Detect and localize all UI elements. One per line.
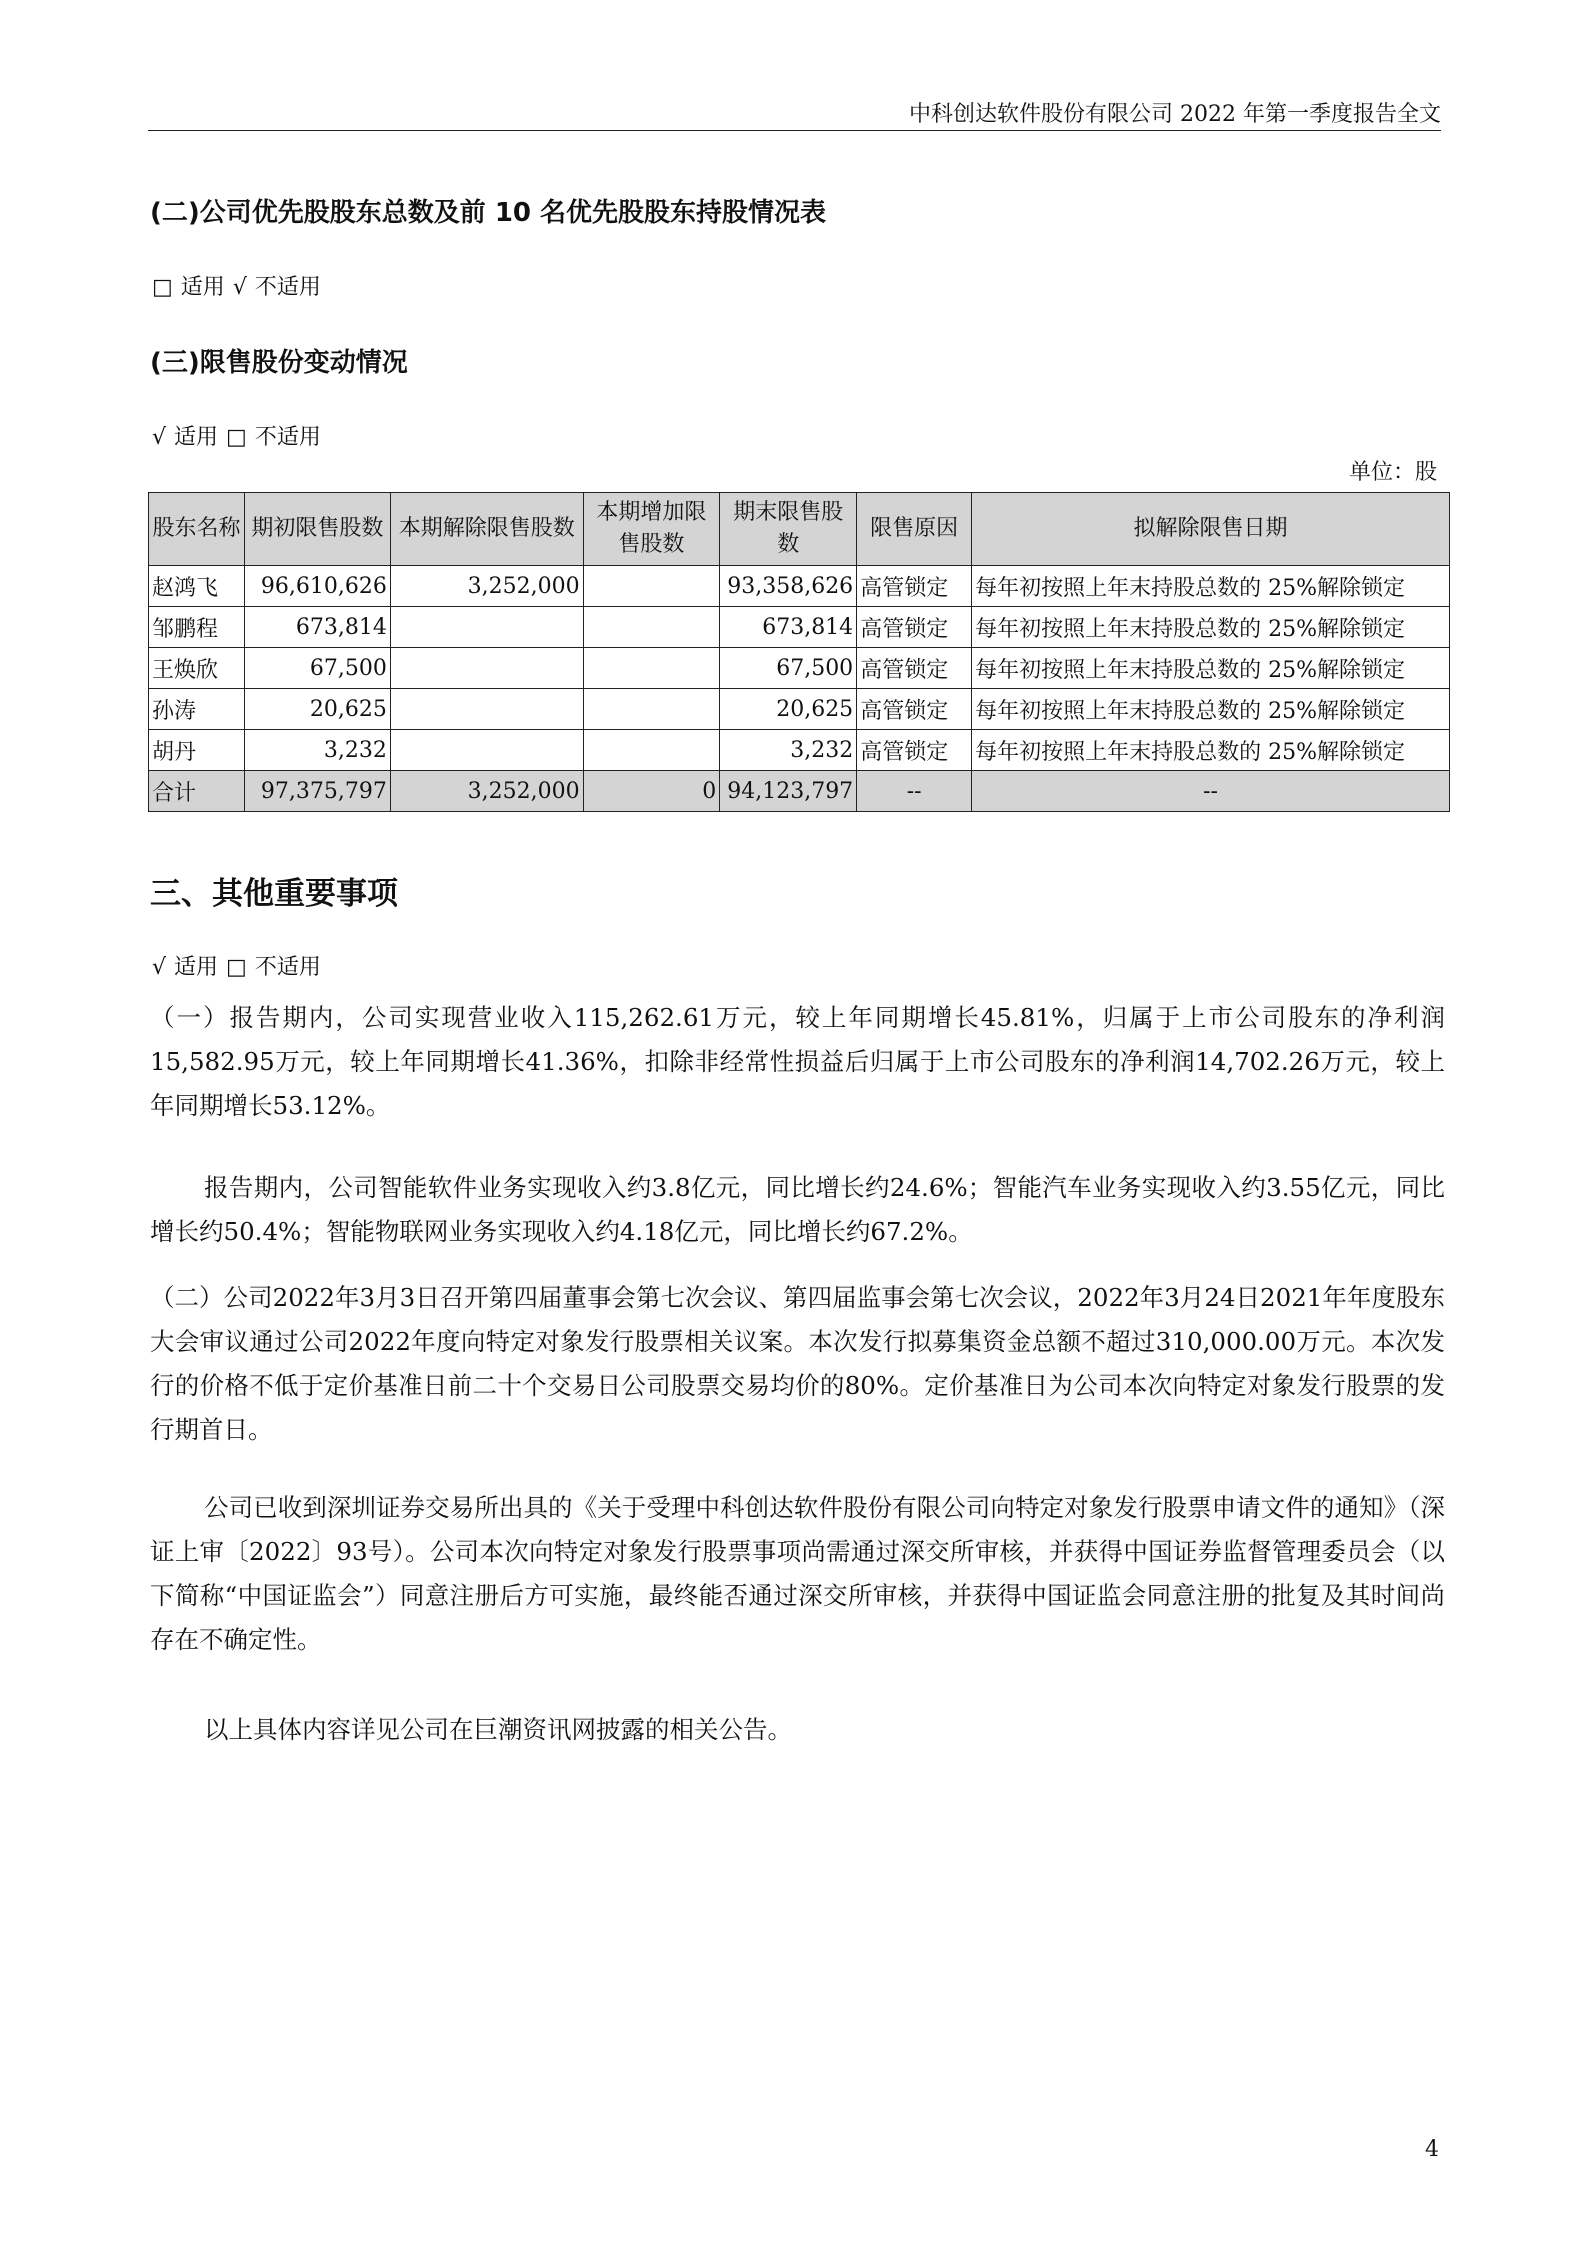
col-header-released: 本期解除限售股数 <box>390 493 583 566</box>
unchecked-box-icon: □ <box>226 425 247 450</box>
cell-reason: 高管锁定 <box>857 648 972 689</box>
check-mark-icon: √ <box>152 955 167 980</box>
cell-closing: 20,625 <box>720 689 857 730</box>
cell-release-date: 每年初按照上年末持股总数的 25%解除锁定 <box>972 648 1450 689</box>
col-header-opening: 期初限售股数 <box>244 493 390 566</box>
option-applicable: 适用 <box>174 955 219 980</box>
cell-added <box>583 689 720 730</box>
table-row <box>149 689 1450 730</box>
check-mark-icon: √ <box>232 275 247 300</box>
cell-added <box>583 566 720 607</box>
page-number: 4 <box>1425 2137 1439 2162</box>
page-header <box>148 100 1441 131</box>
header-title: 中科创达软件股份有限公司 2022 年第一季度报告全文 <box>909 102 1441 127</box>
unit-label: 单位：股 <box>1348 460 1437 485</box>
cell-total-added: 0 <box>583 771 720 812</box>
cell-shareholder: 胡丹 <box>149 730 245 771</box>
cell-shareholder: 王焕欣 <box>149 648 245 689</box>
cell-release-date: 每年初按照上年末持股总数的 25%解除锁定 <box>972 566 1450 607</box>
cell-released <box>390 648 583 689</box>
cell-opening: 3,232 <box>244 730 390 771</box>
table-row <box>149 607 1450 648</box>
cell-shareholder: 邹鹏程 <box>149 607 245 648</box>
table-total-row <box>149 771 1450 812</box>
cell-shareholder: 赵鸿飞 <box>149 566 245 607</box>
cell-closing: 93,358,626 <box>720 566 857 607</box>
paragraph-announcement-reference: 以上具体内容详见公司在巨潮资讯网披露的相关公告。 <box>204 1715 792 1744</box>
cell-added <box>583 648 720 689</box>
paragraph-share-issuance: （二）公司2022年3月3日召开第四届董事会第七次会议、第四届监事会第七次会议，2022年3月24日2021年年度股东大会审议通过公司2022年度向特定对象发行股票相关议案。本次发行拟募集资金总额不超过310,000.00万元。本次发行的价格不低于定价基准日前二十个交易日公司股票交易均价的80%。定价基准日为公司本次向特定对象发行股票的发行期首日。 <box>150 1283 1445 1444</box>
option-not-applicable: 不适用 <box>254 425 321 450</box>
col-header-shareholder: 股东名称 <box>149 493 245 566</box>
paragraph-business-segments: 报告期内，公司智能软件业务实现收入约3.8亿元，同比增长约24.6%；智能汽车业务实现收入约3.55亿元，同比增长约50.4%；智能物联网业务实现收入约4.18亿元，同比增长约67.2%。 <box>150 1173 1445 1246</box>
cell-opening: 673,814 <box>244 607 390 648</box>
table-row <box>149 730 1450 771</box>
option-not-applicable: 不适用 <box>254 275 321 300</box>
cell-reason: 高管锁定 <box>857 607 972 648</box>
cell-released <box>390 689 583 730</box>
cell-release-date: 每年初按照上年末持股总数的 25%解除锁定 <box>972 730 1450 771</box>
cell-opening: 96,610,626 <box>244 566 390 607</box>
cell-reason: 高管锁定 <box>857 566 972 607</box>
cell-release-date: 每年初按照上年末持股总数的 25%解除锁定 <box>972 607 1450 648</box>
option-not-applicable: 不适用 <box>254 955 321 980</box>
option-applicable: 适用 <box>174 425 219 450</box>
cell-added <box>583 730 720 771</box>
table-header-row <box>149 493 1450 566</box>
cell-closing: 3,232 <box>720 730 857 771</box>
cell-opening: 20,625 <box>244 689 390 730</box>
cell-total-label: 合计 <box>149 771 245 812</box>
cell-released <box>390 607 583 648</box>
cell-released <box>390 730 583 771</box>
cell-released: 3,252,000 <box>390 566 583 607</box>
section-restricted-shares-title: (三)限售股份变动情况 <box>150 348 408 378</box>
cell-shareholder: 孙涛 <box>149 689 245 730</box>
restricted-shares-table <box>148 492 1450 812</box>
cell-added <box>583 607 720 648</box>
cell-closing: 673,814 <box>720 607 857 648</box>
part3-title: 三、其他重要事项 <box>150 876 398 912</box>
section2-applicability <box>152 270 329 301</box>
cell-total-released: 3,252,000 <box>390 771 583 812</box>
cell-reason: 高管锁定 <box>857 689 972 730</box>
unchecked-box-icon: □ <box>226 955 247 980</box>
cell-total-release-date: -- <box>972 771 1450 812</box>
check-mark-icon: √ <box>152 425 167 450</box>
col-header-release-date: 拟解除限售日期 <box>972 493 1450 566</box>
cell-reason: 高管锁定 <box>857 730 972 771</box>
cell-total-reason: -- <box>857 771 972 812</box>
section3-applicability <box>152 420 329 451</box>
cell-total-opening: 97,375,797 <box>244 771 390 812</box>
section-preferred-shares-title: (二)公司优先股股东总数及前 10 名优先股股东持股情况表 <box>150 198 827 228</box>
cell-release-date: 每年初按照上年末持股总数的 25%解除锁定 <box>972 689 1450 730</box>
part3-applicability <box>152 950 329 981</box>
cell-total-closing: 94,123,797 <box>720 771 857 812</box>
table-row <box>149 648 1450 689</box>
cell-closing: 67,500 <box>720 648 857 689</box>
col-header-closing: 期末限售股数 <box>720 493 857 566</box>
col-header-added: 本期增加限售股数 <box>583 493 720 566</box>
paragraph-szse-notice: 公司已收到深圳证券交易所出具的《关于受理中科创达软件股份有限公司向特定对象发行股票申请文件的通知》（深证上审〔2022〕93号）。公司本次向特定对象发行股票事项尚需通过深交所审核，并获得中国证券监督管理委员会（以下简称“中国证监会”）同意注册后方可实施，最终能否通过深交所审核，并获得中国证监会同意注册的批复及其时间尚存在不确定性。 <box>150 1493 1445 1654</box>
table-row <box>149 566 1450 607</box>
option-applicable: 适用 <box>180 275 225 300</box>
unchecked-box-icon: □ <box>152 275 173 300</box>
paragraph-revenue: （一）报告期内，公司实现营业收入115,262.61万元，较上年同期增长45.81%，归属于上市公司股东的净利润15,582.95万元，较上年同期增长41.36%，扣除非经常性损益后归属于上市公司股东的净利润14,702.26万元，较上年同期增长53.12%。 <box>150 1003 1445 1120</box>
col-header-reason: 限售原因 <box>857 493 972 566</box>
cell-opening: 67,500 <box>244 648 390 689</box>
